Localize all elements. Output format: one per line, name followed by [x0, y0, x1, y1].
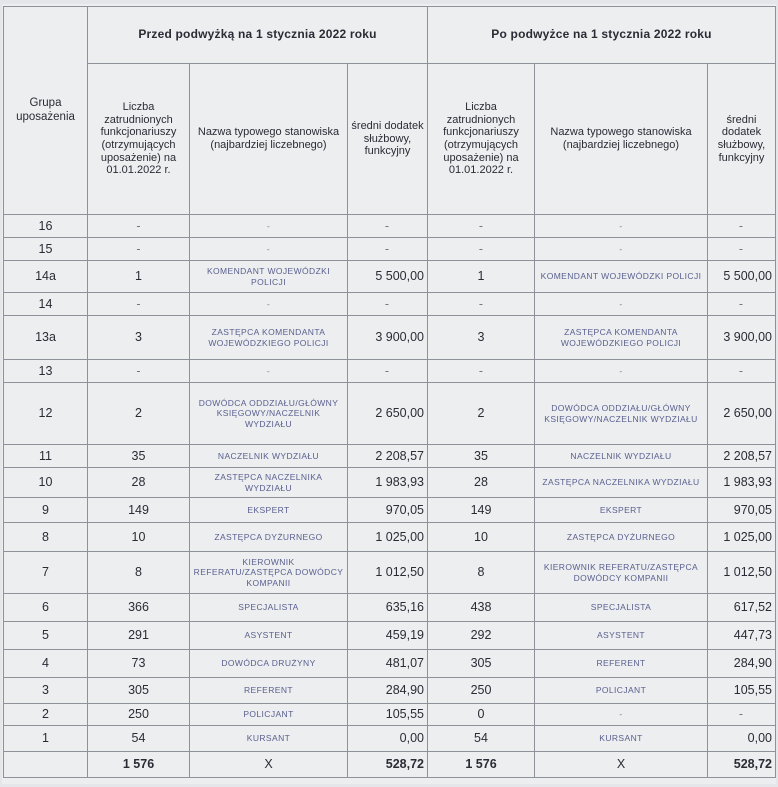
before-count-cell: 149: [88, 498, 190, 523]
before-position-cell: ASYSTENT: [190, 622, 348, 650]
group-cell: 12: [4, 383, 88, 445]
before-allowance-cell: 1 025,00: [348, 523, 428, 552]
after-position-cell: DOWÓDCA ODDZIAŁU/GŁÓWNY KSIĘGOWY/NACZELNIK WYDZIAŁU: [535, 383, 708, 445]
before-position-cell: ZASTĘPCA NACZELNIKA WYDZIAŁU: [190, 468, 348, 498]
before-raise-header: Przed podwyżką na 1 stycznia 2022 roku: [88, 7, 428, 64]
after-allowance-cell: 1 012,50: [708, 552, 776, 594]
after-count-cell: 28: [428, 468, 535, 498]
before-position-cell: POLICJANT: [190, 704, 348, 726]
table-row: [4, 678, 776, 704]
before-position-cell: DOWÓDCA ODDZIAŁU/GŁÓWNY KSIĘGOWY/NACZELNIK WYDZIAŁU: [190, 383, 348, 445]
total-before-allowance: 528,72: [348, 752, 428, 778]
before-allowance-cell: -: [348, 360, 428, 383]
group-cell: 3: [4, 678, 88, 704]
after-count-cell: 1: [428, 261, 535, 293]
after-position-cell: NACZELNIK WYDZIAŁU: [535, 445, 708, 468]
before-position-cell: REFERENT: [190, 678, 348, 704]
total-before-count: 1 576: [88, 752, 190, 778]
after-count-cell: 10: [428, 523, 535, 552]
before-allowance-cell: -: [348, 215, 428, 238]
after-count-cell: 292: [428, 622, 535, 650]
before-count-cell: 1: [88, 261, 190, 293]
after-count-cell: 3: [428, 316, 535, 360]
table-row: [4, 316, 776, 360]
group-cell: 13a: [4, 316, 88, 360]
after-allowance-cell: 284,90: [708, 650, 776, 678]
after-allowance-cell: 5 500,00: [708, 261, 776, 293]
total-before-position: X: [190, 752, 348, 778]
before-allowance-cell: 5 500,00: [348, 261, 428, 293]
after-position-cell: KURSANT: [535, 726, 708, 752]
before-position-cell: -: [190, 215, 348, 238]
before-count-cell: -: [88, 215, 190, 238]
after-count-cell: 438: [428, 594, 535, 622]
before-count-cell: 35: [88, 445, 190, 468]
before-allowance-cell: -: [348, 238, 428, 261]
group-cell: 4: [4, 650, 88, 678]
before-count-cell: -: [88, 293, 190, 316]
after-position-cell: -: [535, 238, 708, 261]
before-allowance-cell: 105,55: [348, 704, 428, 726]
before-allowance-cell: 970,05: [348, 498, 428, 523]
after-allowance-cell: -: [708, 238, 776, 261]
before-allowance-cell: 1 983,93: [348, 468, 428, 498]
before-count-cell: 305: [88, 678, 190, 704]
after-count-cell: 54: [428, 726, 535, 752]
before-allowance-cell: 3 900,00: [348, 316, 428, 360]
before-count-cell: 366: [88, 594, 190, 622]
before-position-cell: KURSANT: [190, 726, 348, 752]
before-position-cell: -: [190, 293, 348, 316]
table-row: [4, 523, 776, 552]
table-row: [4, 445, 776, 468]
before-count-cell: -: [88, 238, 190, 261]
group-cell: 14a: [4, 261, 88, 293]
before-position-cell: SPECJALISTA: [190, 594, 348, 622]
after-position-cell: SPECJALISTA: [535, 594, 708, 622]
before-count-cell: 54: [88, 726, 190, 752]
after-count-cell: 35: [428, 445, 535, 468]
group-cell: 16: [4, 215, 88, 238]
before-count-header: Liczba zatrudnionych funkcjonariuszy (otrzymujących uposażenie) na 01.01.2022 r.: [88, 64, 190, 215]
before-position-cell: -: [190, 238, 348, 261]
total-after-count: 1 576: [428, 752, 535, 778]
group-column-header: Grupa uposażenia: [4, 7, 88, 215]
total-after-position: X: [535, 752, 708, 778]
table-row: [4, 594, 776, 622]
group-cell: 9: [4, 498, 88, 523]
after-count-cell: 305: [428, 650, 535, 678]
after-allowance-cell: -: [708, 704, 776, 726]
after-count-cell: -: [428, 360, 535, 383]
after-position-cell: ZASTĘPCA KOMENDANTA WOJEWÓDZKIEGO POLICJI: [535, 316, 708, 360]
after-position-cell: EKSPERT: [535, 498, 708, 523]
before-position-cell: NACZELNIK WYDZIAŁU: [190, 445, 348, 468]
before-count-cell: 28: [88, 468, 190, 498]
table-body: [4, 215, 776, 752]
table-row: [4, 552, 776, 594]
group-cell: 13: [4, 360, 88, 383]
after-position-cell: -: [535, 215, 708, 238]
before-position-cell: ZASTĘPCA DYŻURNEGO: [190, 523, 348, 552]
table-row: [4, 704, 776, 726]
group-cell: 14: [4, 293, 88, 316]
group-cell: 11: [4, 445, 88, 468]
total-after-allowance: 528,72: [708, 752, 776, 778]
after-count-cell: 250: [428, 678, 535, 704]
after-position-cell: ZASTĘPCA DYŻURNEGO: [535, 523, 708, 552]
after-allowance-cell: 1 983,93: [708, 468, 776, 498]
group-cell: 5: [4, 622, 88, 650]
before-count-cell: 10: [88, 523, 190, 552]
before-allowance-cell: -: [348, 293, 428, 316]
after-allowance-cell: 1 025,00: [708, 523, 776, 552]
after-position-cell: KOMENDANT WOJEWÓDZKI POLICJI: [535, 261, 708, 293]
group-cell: 2: [4, 704, 88, 726]
after-count-cell: -: [428, 238, 535, 261]
after-allowance-cell: 3 900,00: [708, 316, 776, 360]
after-count-cell: -: [428, 293, 535, 316]
before-allowance-cell: 635,16: [348, 594, 428, 622]
before-position-cell: KOMENDANT WOJEWÓDZKI POLICJI: [190, 261, 348, 293]
table-row: [4, 215, 776, 238]
before-count-cell: 3: [88, 316, 190, 360]
before-count-cell: 250: [88, 704, 190, 726]
after-position-header: Nazwa typowego stanowiska (najbardziej liczebnego): [535, 64, 708, 215]
after-raise-header: Po podwyżce na 1 stycznia 2022 roku: [428, 7, 776, 64]
before-allowance-header: średni dodatek służbowy, funkcyjny: [348, 64, 428, 215]
after-count-cell: -: [428, 215, 535, 238]
after-position-cell: KIEROWNIK REFERATU/ZASTĘPCA DOWÓDCY KOMPANII: [535, 552, 708, 594]
group-cell: 8: [4, 523, 88, 552]
after-position-cell: ZASTĘPCA NACZELNIKA WYDZIAŁU: [535, 468, 708, 498]
before-count-cell: 8: [88, 552, 190, 594]
group-cell: 15: [4, 238, 88, 261]
after-count-cell: 149: [428, 498, 535, 523]
after-allowance-cell: -: [708, 215, 776, 238]
before-position-cell: ZASTĘPCA KOMENDANTA WOJEWÓDZKIEGO POLICJI: [190, 316, 348, 360]
after-count-cell: 8: [428, 552, 535, 594]
total-row: [4, 752, 776, 778]
before-allowance-cell: 1 012,50: [348, 552, 428, 594]
before-allowance-cell: 2 650,00: [348, 383, 428, 445]
total-group-cell: [4, 752, 88, 778]
after-position-cell: POLICJANT: [535, 678, 708, 704]
table-row: [4, 726, 776, 752]
table-row: [4, 360, 776, 383]
after-allowance-cell: 105,55: [708, 678, 776, 704]
before-allowance-cell: 0,00: [348, 726, 428, 752]
table-row: [4, 650, 776, 678]
after-count-cell: 2: [428, 383, 535, 445]
after-position-cell: -: [535, 704, 708, 726]
group-cell: 1: [4, 726, 88, 752]
before-allowance-cell: 2 208,57: [348, 445, 428, 468]
before-count-cell: 2: [88, 383, 190, 445]
table-row: [4, 383, 776, 445]
after-position-cell: -: [535, 360, 708, 383]
before-position-header: Nazwa typowego stanowiska (najbardziej liczebnego): [190, 64, 348, 215]
after-allowance-cell: 447,73: [708, 622, 776, 650]
group-cell: 10: [4, 468, 88, 498]
table-row: [4, 238, 776, 261]
table-row: [4, 498, 776, 523]
document-page: [2, 4, 776, 784]
before-allowance-cell: 459,19: [348, 622, 428, 650]
after-allowance-cell: 2 208,57: [708, 445, 776, 468]
before-allowance-cell: 481,07: [348, 650, 428, 678]
before-count-cell: 291: [88, 622, 190, 650]
before-position-cell: DOWÓDCA DRUŻYNY: [190, 650, 348, 678]
header-row-sub: [4, 64, 776, 215]
before-position-cell: -: [190, 360, 348, 383]
header-row-top: [4, 7, 776, 64]
after-position-cell: REFERENT: [535, 650, 708, 678]
before-position-cell: KIEROWNIK REFERATU/ZASTĘPCA DOWÓDCY KOMPANII: [190, 552, 348, 594]
after-count-cell: 0: [428, 704, 535, 726]
before-count-cell: 73: [88, 650, 190, 678]
before-allowance-cell: 284,90: [348, 678, 428, 704]
after-allowance-cell: 617,52: [708, 594, 776, 622]
before-position-cell: EKSPERT: [190, 498, 348, 523]
table-row: [4, 293, 776, 316]
table-row: [4, 261, 776, 293]
after-allowance-cell: 0,00: [708, 726, 776, 752]
group-cell: 7: [4, 552, 88, 594]
group-cell: 6: [4, 594, 88, 622]
salary-table: [3, 6, 776, 778]
after-position-cell: ASYSTENT: [535, 622, 708, 650]
after-allowance-cell: -: [708, 360, 776, 383]
after-position-cell: -: [535, 293, 708, 316]
table-row: [4, 622, 776, 650]
after-allowance-cell: 2 650,00: [708, 383, 776, 445]
after-allowance-cell: 970,05: [708, 498, 776, 523]
before-count-cell: -: [88, 360, 190, 383]
table-row: [4, 468, 776, 498]
after-count-header: Liczba zatrudnionych funkcjonariuszy (otrzymujących uposażenie) na 01.01.2022 r.: [428, 64, 535, 215]
after-allowance-header: średni dodatek służbowy, funkcyjny: [708, 64, 776, 215]
after-allowance-cell: -: [708, 293, 776, 316]
